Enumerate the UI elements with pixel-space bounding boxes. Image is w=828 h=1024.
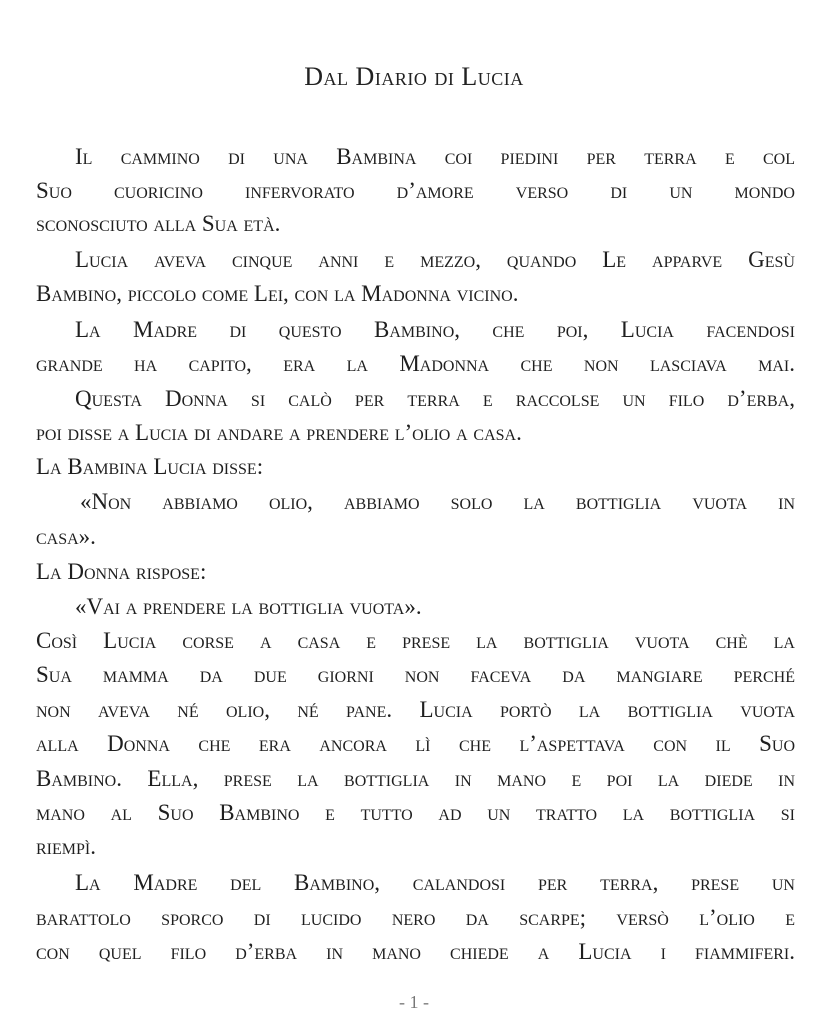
text-line: barattolo sporco di lucido nero da scarpe; versò l’olio e xyxy=(36,905,795,930)
text-line: «Non abbiamo olio, abbiamo solo la bottiglia vuota in xyxy=(80,489,795,514)
text-line: grande ha capito, era la Madonna che non lasciava mai. xyxy=(36,351,795,376)
text-line: Lucia aveva cinque anni e mezzo, quando Le apparve Gesù xyxy=(75,247,795,272)
text-line: La Donna rispose: xyxy=(36,559,207,584)
text-line: La Madre del Bambino, calandosi per terra, prese un xyxy=(75,870,795,895)
text-line: Suo cuoricino infervorato d’amore verso di un mondo xyxy=(36,178,795,203)
text-line: Così Lucia corse a casa e prese la bottiglia vuota chè la xyxy=(36,628,795,653)
page-number: - 1 - xyxy=(399,992,429,1012)
text-line: Questa Donna si calò per terra e raccolse un filo d’erba, xyxy=(75,386,795,411)
text-line: mano al Suo Bambino e tutto ad un tratto la bottiglia si xyxy=(36,800,795,825)
text-line: Sua mamma da due giorni non faceva da mangiare perché xyxy=(36,662,795,687)
text-line: Bambino. Ella, prese la bottiglia in mano e poi la diede in xyxy=(36,766,795,791)
text-line: sconosciuto alla Sua età. xyxy=(36,211,281,236)
text-line: riempì. xyxy=(36,834,96,859)
text-line: La Bambina Lucia disse: xyxy=(36,454,264,479)
text-line: casa». xyxy=(36,524,96,549)
page-title: Dal Diario di Lucia xyxy=(304,62,524,91)
text-line: non aveva né olio, né pane. Lucia portò la bottiglia vuota xyxy=(36,697,795,722)
text-line: La Madre di questo Bambino, che poi, Lucia facendosi xyxy=(75,317,795,342)
text-line: poi disse a Lucia di andare a prendere l’olio a casa. xyxy=(36,420,522,445)
text-line: con quel filo d’erba in mano chiede a Lucia i fiammiferi. xyxy=(36,939,795,964)
text-line: Il cammino di una Bambina coi piedini per terra e col xyxy=(75,144,795,169)
text-line: Bambino, piccolo come Lei, con la Madonna vicino. xyxy=(36,281,519,306)
text-line: alla Donna che era ancora lì che l’aspettava con il Suo xyxy=(36,731,795,756)
text-line: «Vai a prendere la bottiglia vuota». xyxy=(75,594,422,619)
